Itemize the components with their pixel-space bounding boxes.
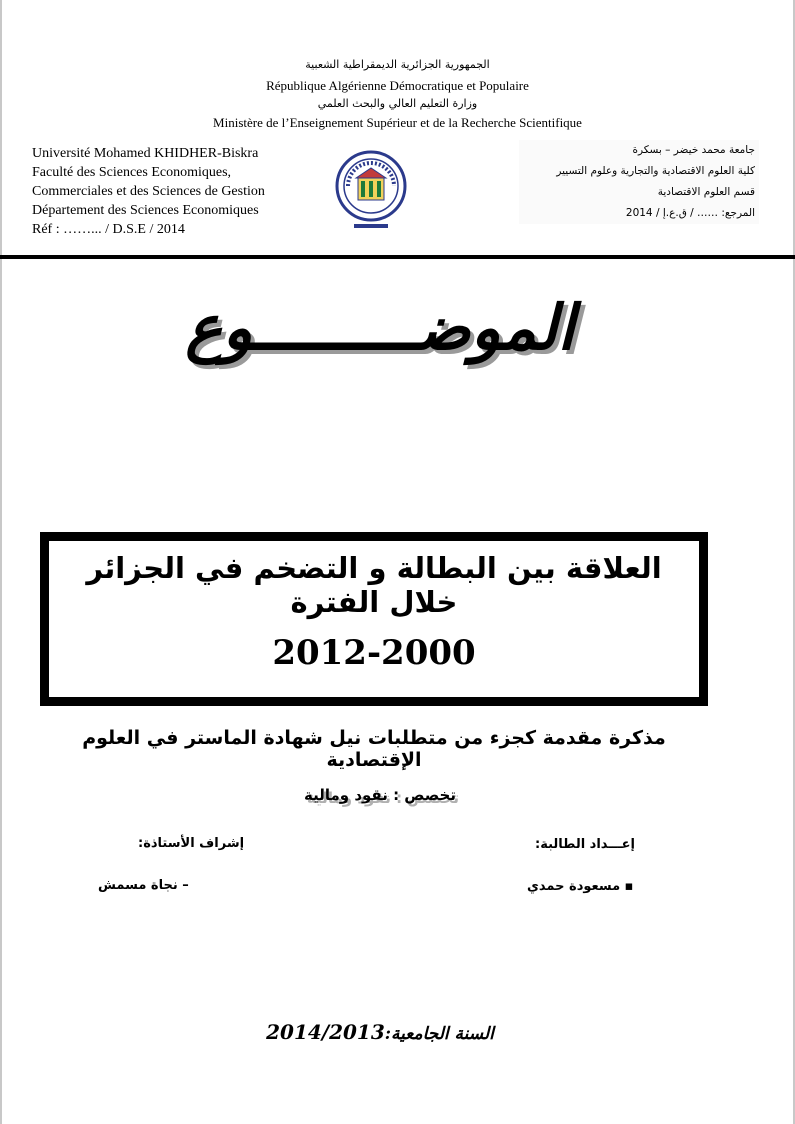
faculty-fr: Faculté des Sciences Economiques, — [32, 165, 232, 180]
thesis-title: العلاقة بين البطالة و التضخم في الجزائر خلال الفترة — [86, 551, 662, 619]
faculty-fr-cont: Commerciales et des Sciences de Gestion — [32, 184, 265, 199]
university-info-ar — [519, 140, 759, 224]
university-name-fr: Université Mohamed KHIDHER-Biskra — [32, 146, 259, 161]
cover-heading: الموضـــــــــوع — [185, 291, 575, 364]
department-fr: Département des Sciences Economiques — [32, 203, 259, 218]
page-border-left — [0, 0, 2, 1124]
faculty-ar: كلية العلوم الاقتصادية والتجارية وعلوم التسيير — [556, 165, 755, 177]
ministry-ar: وزارة التعليم العالي والبحث العلمي — [317, 97, 478, 110]
university-name-ar: جامعة محمد خيضر – بسكرة — [632, 144, 755, 156]
header-divider — [0, 255, 795, 259]
university-logo-icon — [334, 146, 408, 230]
department-ar: قسم العلوم الاقتصادية — [657, 186, 755, 198]
thesis-period: 2012-2000 — [272, 633, 476, 673]
republic-ar: الجمهورية الجزائرية الديمقراطية الشعبية — [305, 58, 490, 71]
prepared-by-label: إعـــداد الطالبة: — [535, 837, 635, 852]
thesis-title-box — [40, 532, 708, 706]
academic-year-label: السنة الجامعية: — [384, 1024, 494, 1044]
academic-year-value: 2014/2013 — [266, 1020, 385, 1044]
university-info-fr — [32, 144, 302, 239]
supervisor-label: إشراف الأستاذة: — [138, 836, 245, 851]
republic-fr: République Algérienne Démocratique et Populaire — [266, 78, 529, 93]
ministry-fr: Ministère de l’Enseignement Supérieur et de la Recherche Scientifique — [213, 115, 582, 130]
memo-description: مذكرة مقدمة كجزء من متطلبات نيل شهادة الماستر في العلوم الإقتصادية — [82, 727, 666, 771]
academic-year — [0, 1020, 760, 1044]
reference-ar: المرجع: …… / ق.ع.إ / 2014 — [625, 207, 755, 219]
supervisor-name: – نجاة مسمش — [98, 878, 189, 893]
reference-fr: Réf : ……... / D.S.E / 2014 — [32, 222, 185, 237]
specialty: تخصص : نقود ومالية — [304, 786, 456, 804]
student-name: ▪ مسعودة حمدي — [527, 879, 634, 894]
